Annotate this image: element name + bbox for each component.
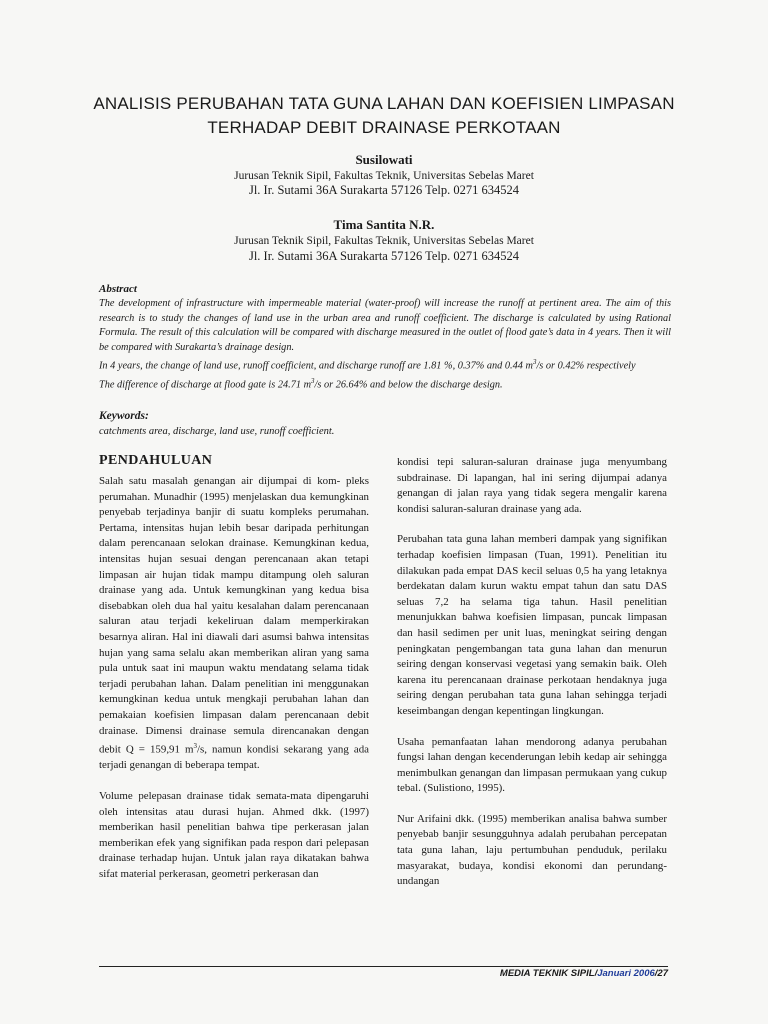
abstract-paragraph-2: In 4 years, the change of land use, runoff coefficient, and discharge runoff are 1.81 %, 0.37% and 0.44 $m^3/s$ or 0.42% respectively [99,358,636,372]
title-line-2: TERHADAP DEBIT DRAINASE PERKOTAAN [207,118,561,137]
journal-name: MEDIA TEKNIK SIPIL [499,968,595,979]
title-line-1: ANALISIS PERUBAHAN TATA GUNA LAHAN DAN KOEFISIEN LIMPASAN [93,94,675,113]
section-heading: PENDAHULUAN [99,453,213,468]
abstract-heading: Abstract [99,283,137,295]
author-address-1: Jl. Ir. Sutami 36A Surakarta 57126 Telp. 0271 634524 [248,183,520,197]
left-paragraph-2: Volume pelepasan drainase tidak semata-mata dipengaruhi oleh intensitas atau durasi hujan. Ahmed dkk. (1997) memberikan hasil penelitian bahwa tipe perkerasan jalan memberikan efek yang signifikan pada respon dari pelepasan drainase terhadap hujan. Untuk jalan raya dikatakan bahwa sifat material perkerasan, geometri perkerasan dan [99,789,369,880]
page-number: 27 [657,968,668,979]
author-affiliation-1: Jurusan Teknik Sipil, Fakultas Teknik, Universitas Sebelas Maret [234,170,534,182]
author-name-1: Susilowati [355,152,413,167]
paper-title [60,92,708,140]
issue-date: Januari 2006 [597,968,655,979]
abstract-body [99,297,671,393]
keywords-text: catchments area, discharge, land use, runoff coefficient. [99,426,335,437]
right-paragraph-4: Nur Arifaini dkk. (1995) memberikan analisa bahwa sumber penyebab banjir sesungguhnya adalah perubahan percepatan tata guna lahan, laju pertumbuhan penduduk, perilaku masyarakat, budaya, kondisi ekonomi dan perundang-undangan [397,812,667,888]
abstract-paragraph-1: The development of infrastructure with impermeable material (water-proof) will increase the runoff at pertinent area. The aim of this research is to study the changes of land use in the urban area and runoff coefficient. The discharge is calculated by using Rational Formula. The result of this calculation will be compared with discharge measured in the outlet of flood gate’s data in 4 years. Then it will be compared with Surakarta’s drainage design. [99,298,671,353]
author-affiliation-2: Jurusan Teknik Sipil, Fakultas Teknik, Universitas Sebelas Maret [234,235,534,247]
keywords-heading: Keywords: [99,410,149,422]
footer-divider [99,966,668,967]
author-address-2: Jl. Ir. Sutami 36A Surakarta 57126 Telp. 0271 634524 [248,249,520,263]
author-name-2: Tima Santita N.R. [333,217,435,232]
right-paragraph-3: Usaha pemanfaatan lahan mendorong adanya perubahan fungsi lahan dengan kecenderungan lebih kedap air sehingga menimbulkan genangan dan limpasan permukaan yang cukup tebal. (Sulistiono, 1995). [397,735,667,795]
right-column [397,455,667,905]
page-footer: MEDIA TEKNIK SIPIL/Januari 2006/27 [499,968,668,979]
abstract-paragraph-3: The difference of discharge at flood gate is 24.71 $m^3/s$ or 26.64% and below the discharge design. [99,377,503,391]
left-column [99,474,369,897]
right-paragraph-2: Perubahan tata guna lahan memberi dampak yang signifikan terhadap koefisien limpasan (Tuan, 1991). Penelitian itu dilakukan pada empat DAS kecil seluas 0,5 ha yang letaknya berdekatan dalam kurun waktu empat tahun dan satu DAS seluas 7,2 ha selama tiga tahun. Hasil penelitian menunjukkan bahwa koefisien limpasan, puncak limpasan dan hasil sedimen per unit luas, meningkat seiring dengan peningkatan pengembangan tata guna lahan dan menurun seiring dengan konservasi vegetasi yang semakin baik. Oleh karena itu perencanaan drainase perkotaan hendaknya juga seiring dengan perubahan tata guna lahan sehingga terjadi keseimbangan dengan kepentingan lingkungan. [397,533,667,717]
right-paragraph-1: kondisi tepi saluran-saluran drainase juga menyumbang subdrainase. Di lapangan, hal ini sering dijumpai adanya genangan di jalan raya yang tidak segera mengalir karena kondisi saluran-saluran drainase yang ada. [397,456,667,515]
left-paragraph-1: Salah satu masalah genangan air dijumpai di kom- pleks perumahan. Munadhir (1995) menjelaskan dua kemungkinan penyebab terjadinya banjir di suatu kompleks perumahan. Pertama, intensitas hujan lebih besar daripada perhitungan dalam perencanaan selokan drainase. Kemungkinan kedua, intensitas hujan sesuai dengan perencanaan akan tetapi limpasan air hujan tidak mampu ditampung oleh saluran drainase yang ada. Untuk kemungkinan yang kedua bisa disebabkan oleh dua hal yaitu kesalahan dalam perencanaan saluran atau terjadi kekeliruan dalam memperkirakan besarnya aliran. Hal ini diawali dari asumsi bahwa intensitas hujan yang sama selalu akan memberikan aliran yang sama pula untuk saat ini maupun waktu mendatang selama tidak terjadi perubahan lahan. Dalam penelitian ini menggunakan kemungkinan kedua untuk mengkaji perubahan lahan dan pemakaian koefisien limpasan dalam perencanaan debit drainase. Dimensi drainase semula direncanakan dengan debit Q = 159,91 $m^3/s$, namun kondisi sekarang yang ada terjadi genangan di beberapa tempat. [99,475,370,772]
